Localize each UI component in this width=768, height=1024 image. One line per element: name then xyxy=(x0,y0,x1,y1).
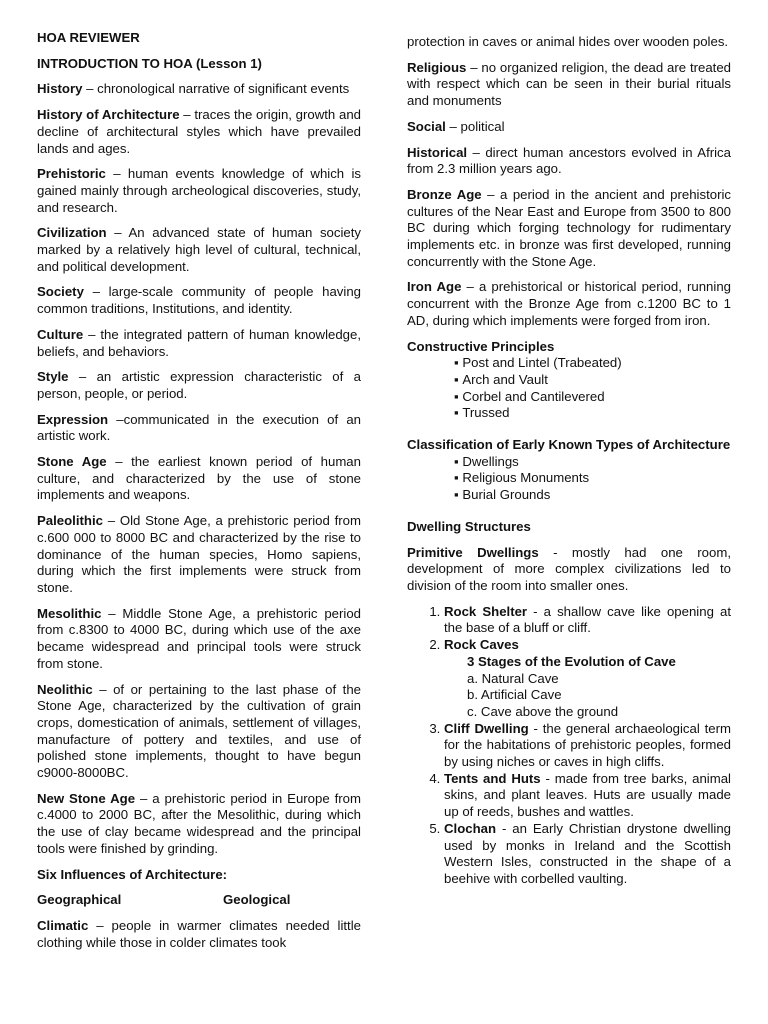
list-item: b. Artificial Cave xyxy=(467,687,562,703)
dwelling-list xyxy=(407,604,731,888)
def-social: Social – political xyxy=(407,118,505,134)
influences-heading: Six Influences of Architecture: xyxy=(37,866,228,882)
list-item: ▪ Dwellings xyxy=(454,454,731,471)
constructive-list xyxy=(407,355,731,422)
list-item: 3. Cliff Dwelling - the general archaeological term for the habitations of prehistoric peoples, formed by using niches or caves in high cliffs. xyxy=(444,721,731,771)
def-iron-age: Iron Age – a prehistorical or historical period, running concurrent with the Bronze Age from c.1200 BC to 1 AD, during which implements were forged from iron. xyxy=(407,279,731,328)
influences-row xyxy=(37,892,361,909)
list-item: 4. Tents and Huts - made from tree barks, animal skins, and plant leaves. Huts are usually made up of reeds, bushes and wattles. xyxy=(444,771,731,821)
def-history-of-architecture: History of Architecture – traces the origin, growth and decline of architectural styles which have prevailed lands and ages. xyxy=(37,107,361,156)
classification-list xyxy=(407,454,731,504)
constructive-heading: Constructive Principles xyxy=(407,338,555,354)
list-item: ▪ Burial Grounds xyxy=(454,487,731,504)
classification-heading: Classification of Early Known Types of Architecture xyxy=(407,437,731,453)
def-new-stone-age: New Stone Age – a prehistoric period in Europe from c.4000 to 2000 BC, after the Mesolithic, during which the use of clay became widespread and the principal tools were finished by grinding. xyxy=(37,790,361,856)
list-item: 2. Rock Caves 3 Stages of the Evolution of Cave a. Natural Cave b. Artificial Cave c. Cave above the ground xyxy=(444,637,731,721)
continued-text: protection in caves or animal hides over wooden poles. xyxy=(407,34,729,49)
document-title: HOA REVIEWER xyxy=(37,30,140,45)
def-primitive-dwellings: Primitive Dwellings - mostly had one room, development of more complex civilizations led to division of the room into smaller ones. xyxy=(407,544,731,593)
list-item: ▪ Corbel and Cantilevered xyxy=(454,389,731,406)
def-expression: Expression –communicated in the execution of an artistic work. xyxy=(37,411,361,444)
def-culture: Culture – the integrated pattern of human knowledge, beliefs, and behaviors. xyxy=(37,326,361,359)
def-neolithic: Neolithic – of or pertaining to the last phase of the Stone Age, characterized by the cultivation of grain crops, domestication of animals, settlement of villages, manufacture of pottery and textiles, and use of polished stone implements, thought to have begun c9000-8000BC. xyxy=(37,681,361,781)
dwelling-heading: Dwelling Structures xyxy=(407,518,531,534)
lesson-heading: INTRODUCTION TO HOA (Lesson 1) xyxy=(37,55,262,71)
def-civilization: Civilization – An advanced state of human society marked by a relatively high level of cultural, technical, and political development. xyxy=(37,225,361,274)
def-bronze-age: Bronze Age – a period in the ancient and prehistoric cultures of the Near East and Europe from 3500 to 800 BC during which forging technology for rudimentary implements etc. in bronze was first developed, running concurrently with the Stone Age. xyxy=(407,186,731,269)
def-climatic: Climatic – people in warmer climates needed little clothing while those in colder climates took xyxy=(37,917,361,950)
def-historical: Historical – direct human ancestors evolved in Africa from 2.3 million years ago. xyxy=(407,144,731,177)
def-history: History – chronological narrative of significant events xyxy=(37,81,350,97)
def-paleolithic: Paleolithic – Old Stone Age, a prehistoric period from c.600 000 to 8000 BC and characterized by the rise to dominance of the human species, Homo sapiens, during which the first implements were struck from stone. xyxy=(37,513,361,595)
def-stone-age: Stone Age – the earliest known period of human culture, and characterized by the use of stone implements and weapons. xyxy=(37,454,361,503)
cave-stages xyxy=(444,654,731,721)
list-item: ▪ Religious Monuments xyxy=(454,470,731,487)
def-mesolithic: Mesolithic – Middle Stone Age, a prehistoric period from c.8300 to 4000 BC, during which use of the axe became widespread and principal tools were struck from stone. xyxy=(37,605,361,671)
list-item: c. Cave above the ground xyxy=(467,703,619,719)
def-society: Society – large-scale community of people having common traditions, Institutions, and identity. xyxy=(37,284,361,317)
cave-stages-heading: 3 Stages of the Evolution of Cave xyxy=(467,653,676,669)
list-item: ▪ Post and Lintel (Trabeated) xyxy=(454,355,731,372)
influence-geographical: Geographical xyxy=(37,892,122,908)
def-prehistoric: Prehistoric – human events knowledge of which is gained mainly through archeological discoveries, study, and research. xyxy=(37,166,361,215)
list-item: ▪ Arch and Vault xyxy=(454,372,731,389)
right-column xyxy=(407,34,731,888)
def-style: Style – an artistic expression characteristic of a person, people, or period. xyxy=(37,369,361,401)
list-item: ▪ Trussed xyxy=(454,405,731,422)
left-column xyxy=(37,30,361,960)
def-religious: Religious – no organized religion, the dead are treated with respect which can be seen in their burial rituals and monuments xyxy=(407,59,731,109)
list-item: 1. Rock Shelter - a shallow cave like opening at the base of a bluff or cliff. xyxy=(444,604,731,637)
influence-geological: Geological xyxy=(223,892,291,908)
list-item: 5. Clochan - an Early Christian drystone dwelling used by monks in Ireland and the Scottish Western Isles, constructed in the shape of a beehive with corbelled vaulting. xyxy=(444,821,731,888)
list-item: a. Natural Cave xyxy=(467,670,559,686)
